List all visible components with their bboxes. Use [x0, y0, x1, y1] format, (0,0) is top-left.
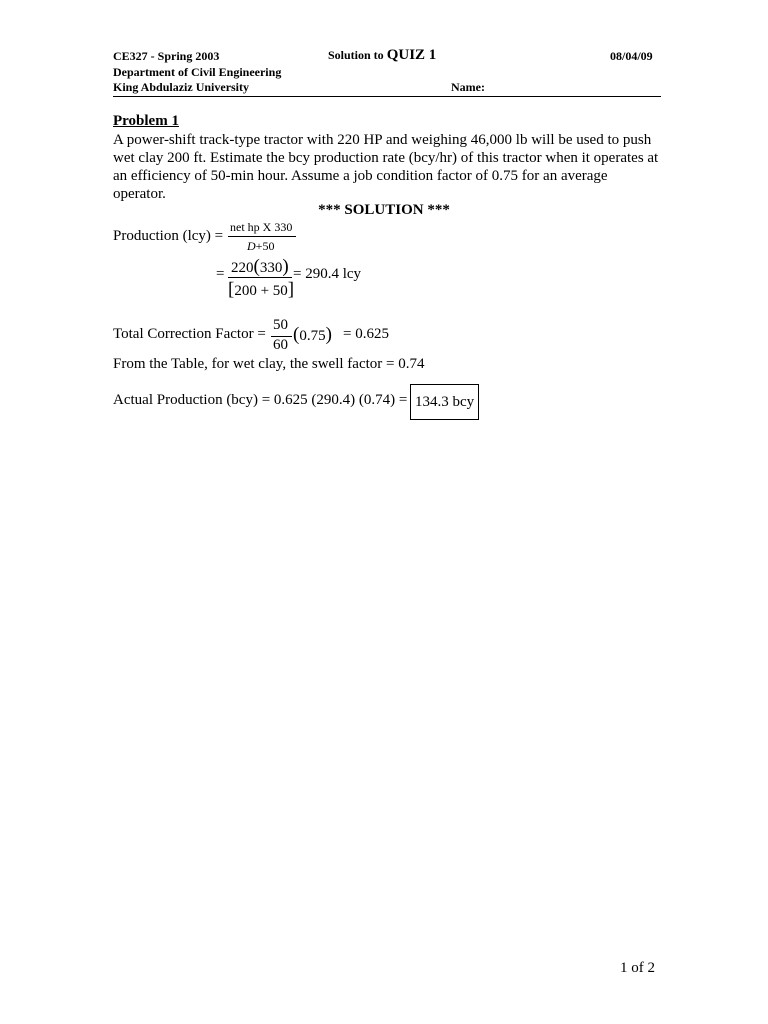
problem-statement: A power-shift track-type tractor with 220 HP and weighing 46,000 lb will be used to push wet clay 200 ft. Estimate the bcy production rate (bcy/hr) of this tractor when it operates at an efficiency of 50-min hour. Assume a job condition factor of 0.75 for an average operator.	[113, 132, 659, 202]
sub-result: = 290.4 lcy	[293, 266, 362, 282]
formula-numerator: net hp X 330	[230, 220, 293, 234]
actual-production-result: 134.3 bcy	[410, 384, 479, 420]
correction-label: Total Correction Factor =	[113, 326, 266, 342]
university-label: King Abdulaziz University	[113, 80, 250, 94]
formula-den-var: D	[247, 239, 256, 253]
corr-numerator: 50	[273, 317, 288, 333]
department-label: Department of Civil Engineering	[113, 65, 282, 79]
sub-fraction-bar	[228, 277, 292, 278]
sub-numerator: 220(330)	[231, 256, 289, 277]
course-label: CE327 - Spring 2003	[113, 49, 220, 63]
sub-num-b: 330	[259, 260, 283, 276]
sub-den: 200 + 50	[234, 283, 288, 299]
swell-factor-text: From the Table, for wet clay, the swell factor = 0.74	[113, 356, 425, 372]
quiz-title	[328, 48, 436, 62]
formula-den-rest: +50	[255, 239, 275, 253]
corr-denominator: 60	[273, 337, 288, 353]
actual-production-label: Actual Production (bcy) = 0.625 (290.4) (0.74) =	[113, 392, 408, 408]
sub-denominator: [200 + 50]	[228, 279, 295, 300]
name-label: Name:	[451, 80, 485, 94]
sub-num-a: 220	[231, 260, 254, 276]
eq-sign: =	[216, 266, 225, 282]
formula-fraction-bar	[228, 236, 296, 237]
solution-prefix: Solution to	[328, 48, 384, 62]
date-label: 08/04/09	[610, 49, 653, 63]
problem-title: Problem 1	[113, 113, 179, 129]
corr-result: = 0.625	[343, 326, 389, 342]
formula-denominator	[247, 239, 274, 254]
corr-factor: 0.75	[299, 328, 326, 344]
page-number: 1 of 2	[620, 960, 655, 976]
corr-factor-group: (0.75)	[293, 324, 332, 345]
solution-heading: *** SOLUTION ***	[318, 202, 450, 218]
header-divider	[113, 96, 661, 97]
production-label: Production (lcy) =	[113, 228, 224, 244]
quiz-name: QUIZ 1	[386, 47, 437, 63]
